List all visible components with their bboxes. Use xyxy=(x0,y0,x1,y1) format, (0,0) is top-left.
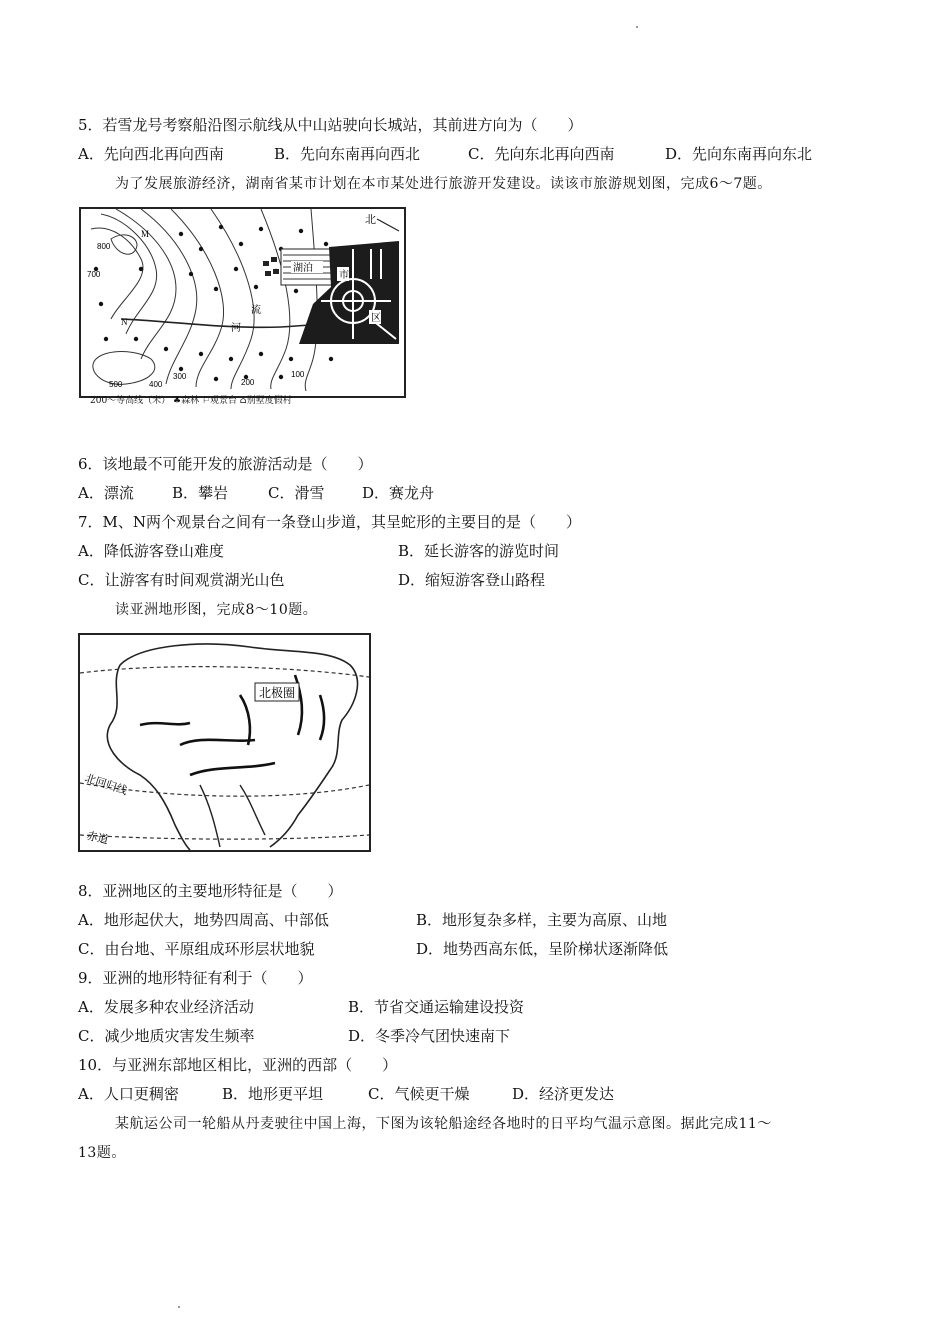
q6-option-c: C．滑雪 xyxy=(268,484,325,502)
q8-option-c: C．由台地、平原组成环形层状地貌 xyxy=(78,940,315,958)
q10-option-a: A．人口更稠密 xyxy=(78,1085,179,1103)
q5-option-c: C．先向东北再向西南 xyxy=(468,145,615,163)
q5-option-b: B．先向东南再向西北 xyxy=(274,145,421,163)
river-label-2: 流 xyxy=(251,305,261,316)
q8-option-a: A．地形起伏大，地势四周高、中部低 xyxy=(78,911,329,929)
intro-11-13-line1: 某航运公司一轮船从丹麦驶往中国上海，下图为该轮船途经各地时的日平均气温示意图。据此完成11～ xyxy=(115,1116,772,1132)
question-9-stem: 9．亚洲的地形特征有利于（ ） xyxy=(78,969,313,987)
q7-option-c: C．让游客有时间观赏湖光山色 xyxy=(78,571,285,589)
intro-6-7: 为了发展旅游经济，湖南省某市计划在本市某处进行旅游开发建设。读该市旅游规划图，完成6～7题。 xyxy=(115,176,772,192)
q10-option-c: C．气候更干燥 xyxy=(368,1085,470,1103)
q9-option-b: B．节省交通运输建设投资 xyxy=(348,998,525,1016)
q7-option-a: A．降低游客登山难度 xyxy=(78,542,224,560)
question-7-stem: 7．M、N两个观景台之间有一条登山步道，其呈蛇形的主要目的是（ ） xyxy=(78,513,582,531)
tourism-map-drawing xyxy=(81,209,404,396)
q10-option-b: B．地形更平坦 xyxy=(222,1085,324,1103)
q9-option-a: A．发展多种农业经济活动 xyxy=(78,998,254,1016)
asia-terrain-map xyxy=(78,633,371,852)
lake-label: 湖泊 xyxy=(293,263,313,274)
tropic-label: 北回归线 xyxy=(83,772,129,798)
map1-legend: 200～等高线（米） ♣森林 ⚐观景台 ⌂别墅度假村 xyxy=(90,396,292,406)
scan-speck xyxy=(636,26,638,28)
q8-option-d: D．地势西高东低，呈阶梯状逐渐降低 xyxy=(416,940,669,958)
q8-option-b: B．地形复杂多样，主要为高原、山地 xyxy=(416,911,668,929)
q7-option-d: D．缩短游客登山路程 xyxy=(398,571,546,589)
city-label-2: 区 xyxy=(371,313,381,324)
intro-8-10: 读亚洲地形图，完成8～10题。 xyxy=(115,602,318,618)
river-label-1: 河 xyxy=(231,323,241,334)
contour-100: 100 xyxy=(291,370,305,379)
equator-label: 赤道 xyxy=(85,830,110,847)
q6-option-a: A．漂流 xyxy=(78,484,134,502)
city-label-1: 市 xyxy=(339,270,349,281)
contour-500: 500 xyxy=(109,380,123,389)
contour-700: 700 xyxy=(87,270,101,279)
north-label: 北 xyxy=(365,214,376,226)
contour-400: 400 xyxy=(149,380,163,389)
question-5-stem: 5．若雪龙号考察船沿图示航线从中山站驶向长城站，其前进方向为（ ） xyxy=(78,116,583,134)
q10-option-d: D．经济更发达 xyxy=(512,1085,615,1103)
point-m-label: M xyxy=(141,229,150,239)
question-10-stem: 10．与亚洲东部地区相比，亚洲的西部（ ） xyxy=(78,1056,398,1074)
q5-option-a: A．先向西北再向西南 xyxy=(78,145,224,163)
question-8-stem: 8．亚洲地区的主要地形特征是（ ） xyxy=(78,882,343,900)
intro-11-13-line2: 13题。 xyxy=(78,1145,126,1161)
q9-option-d: D．冬季冷气团快速南下 xyxy=(348,1027,511,1045)
q6-option-b: B．攀岩 xyxy=(172,484,229,502)
q9-option-c: C．减少地质灾害发生频率 xyxy=(78,1027,255,1045)
contour-800: 800 xyxy=(97,242,111,251)
q7-option-b: B．延长游客的游览时间 xyxy=(398,542,560,560)
question-6-stem: 6．该地最不可能开发的旅游活动是（ ） xyxy=(78,455,373,473)
q6-option-d: D．赛龙舟 xyxy=(362,484,435,502)
contour-300: 300 xyxy=(173,372,187,381)
arctic-circle-label: 北极圈 xyxy=(259,686,296,700)
scan-speck xyxy=(178,1306,180,1308)
contour-200: 200 xyxy=(241,378,255,387)
point-n-label: N xyxy=(121,317,128,327)
asia-map-drawing xyxy=(80,635,369,850)
tourism-planning-map xyxy=(79,207,406,398)
q5-option-d: D．先向东南再向东北 xyxy=(665,145,813,163)
